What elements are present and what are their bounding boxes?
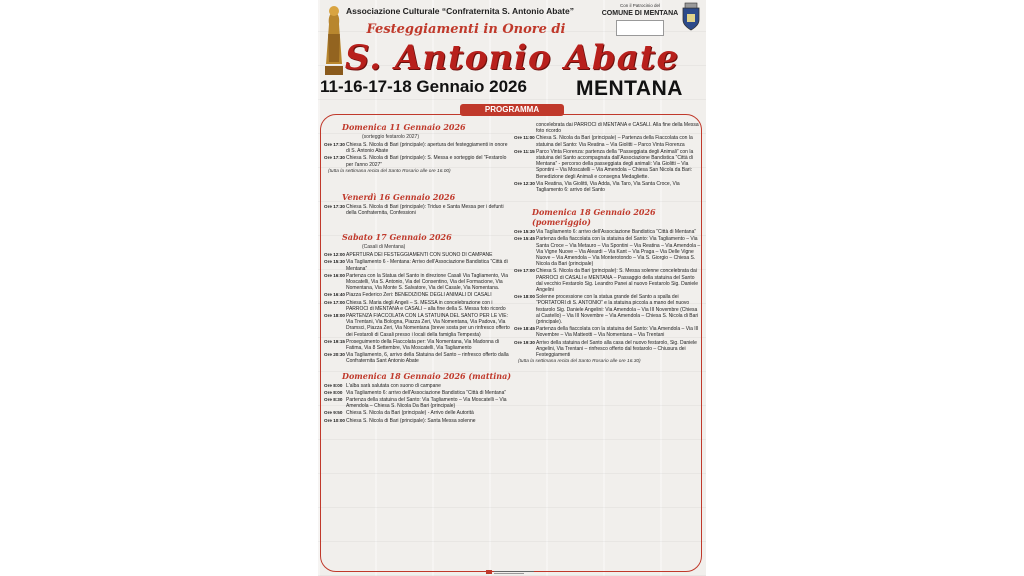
day-subheading: (Casali di Mentana) (362, 244, 406, 251)
program-event (324, 204, 512, 216)
event-description: Partenza della fiaccolata con la statuina del Santo: Via Amendola – Via III Novembre – Via Matteotti – Via Nomentana – Via Trentani (536, 326, 699, 339)
program-event (324, 418, 512, 424)
event-time: Ore 11:00 (514, 135, 535, 141)
program-event (324, 390, 512, 396)
event-description: Chiesa S. Nicola di Bari (principale): Triduo e Santa Messa per i defunti della Confraternita, Confessioni (346, 203, 504, 217)
comune-logo (616, 20, 664, 36)
program-note: (tutta la settimana recita del Santo Rosario alle ore 16.30) (518, 359, 641, 365)
program-day-block (324, 122, 512, 174)
event-description: Solenne processione con la statua grande del Santo a spalla dei “PORTATORI di S. ANTONIO” e la statuina piccola a mano del nuovo festarolo Sig. Daniele Angelini: Via Amendola – Via III Novembre (Chiesa al Castello) – Via III Novembre – Via Amendola – Chiesa S. Nicola di Bari (principale). (536, 294, 699, 326)
event-time: Ore 16:40 (324, 292, 345, 298)
event-description: Via Tagliamento 6: arrivo dell'Associazione Bandistica “Città di Mentana” (536, 229, 697, 236)
event-time: Ore 18:00 (324, 313, 345, 319)
program-day-block (324, 232, 512, 364)
city-name: MENTANA (576, 77, 683, 100)
event-time: Ore 11:15 (514, 148, 535, 154)
event-description: Via Tagliamento 6: arrivo dell'Associazione Bandistica “Città di Mentana” (346, 389, 507, 396)
event-description: Partenza con la Statua del Santo in direzione Casali Via Tagliamento, Via Moscatelli, Via S. Antonio, Via del Consentino, Via del Formacione, Via Nomentana, Via Monte S. Salvatore, Via del Casale, Via Nomentana. (346, 272, 509, 292)
event-time: Ore 17:00 (514, 268, 535, 274)
event-time: Ore 12:00 (324, 252, 345, 258)
day-subheading: (sorteggio festarolo 2027) (362, 134, 419, 140)
program-event (324, 339, 512, 351)
event-description: Piazza Federico Zeri: BENEDIZIONE DEGLI ANIMALI DI CASALI (346, 292, 492, 299)
event-time: Ore 17:30 (324, 155, 345, 161)
event-time: Ore 16:00 (324, 272, 345, 278)
patronage-block (596, 3, 684, 36)
event-time: Ore 15:30 (514, 229, 535, 235)
program-event (324, 352, 512, 364)
day-heading: Domenica 18 Gennaio 2026 (pomeriggio) (532, 207, 656, 228)
event-description: Via Tagliamento, 6, arrivo della Statuina del Santo – rinfresco offerto dalla Confraternita Sant Antonio Abate (346, 352, 509, 365)
day-heading: Domenica 18 Gennaio 2026 (mattina) (342, 370, 512, 381)
comune-name: COMUNE DI MENTANA (601, 10, 679, 17)
program-event (514, 135, 702, 147)
event-description: Chiesa S. Nicola da Bari (principale) - Arrivo delle Autorità (346, 410, 474, 417)
event-description: Via Reatina, Via Giolitti, Via Adda, Via Taro, Via Santa Croce, Via Tagliamento 6: arrivo del Santo (536, 180, 680, 194)
program-day-block (514, 207, 702, 364)
event-time: Ore 12:30 (514, 180, 535, 186)
event-description: concelebrata dai PARROCI di MENTANA e CASALI. Alla fine della Messa foto ricordo (536, 122, 699, 135)
footer-logo (486, 569, 536, 575)
event-time: Ore 9:50 (324, 410, 343, 416)
event-description: APERTURA DEI FESTEGGIAMENTI CON SUONO DI CAMPANE (346, 252, 493, 259)
event-time: Ore 8:30 (324, 397, 343, 403)
event-description: Partenza della statuina del Santo: Via Tagliamento – Via Moscatelli – Via Amendola – Chiesa S. Nicola Da Bari (principale) (346, 397, 507, 410)
poster-subtitle: Festeggiamenti in Onore di (366, 22, 566, 37)
event-description: Via Tagliamento 6 - Mentana: Arrivo dell'Associazione Bandistica “Città di Mentana” (346, 259, 508, 272)
day-heading: Venerdì 16 Gennaio 2026 (342, 191, 456, 202)
event-time: Ore 17:00 (324, 299, 345, 305)
program-event (324, 252, 512, 258)
event-time: Ore 19:30 (514, 339, 535, 345)
event-dates: 11-16-17-18 Gennaio 2026 (320, 77, 527, 96)
event-time: Ore 8:00 (324, 389, 343, 395)
event-description: Arrivo della statuina del Santo alla casa del nuovo festarolo, Sig. Daniele Angelini, Via Trentani – rinfresco offerto dal festarolo – Chiusura dei Festeggiamenti (536, 339, 697, 359)
poster-title: S. Antonio Abate (344, 38, 680, 78)
program-event (324, 383, 512, 389)
event-time: Ore 15:30 (324, 259, 345, 265)
program-event (514, 340, 702, 359)
event-time: Ore 17:30 (324, 203, 345, 209)
event-time: Ore 17:30 (324, 142, 345, 147)
program-event (324, 142, 512, 154)
day-heading: Domenica 11 Gennaio 2026 (342, 122, 466, 132)
event-description: Chiesa S. Nicola di Bari (principale): apertura dei festeggiamenti in onore di S. Antonio Abate (346, 142, 508, 155)
event-poster (318, 0, 706, 576)
event-description: Chiesa S. Nicola da Bari (principale) – Partenza della Fiaccolata con la statuina del Santo: Via Reatina – Via Giolitti – Parco Vinta Fiorenza (536, 135, 693, 148)
event-time: Ore 8:00 (324, 382, 343, 388)
event-description: Chiesa S. Nicola da Bari (principale): S. Messa solenne concelebrata dai PARROCI di CASALI e MENTANA – Passaggio della statuina del Santo dal vecchio Festarolo Sig. Leandro Panei al nuovo Festarolo Sig. Daniele Angelini (536, 268, 699, 294)
program-day-block (324, 192, 512, 216)
program-note: (tutta la settimana recita del Santo Rosario alle ore 16.00) (328, 168, 451, 174)
program-event (324, 155, 512, 167)
event-description: PARTENZA FIACCOLATA CON LA STATUINA DEL SANTO PER LE VIE: Via Trentani, Via Bologna, Piazza Zeri, Via Nomentana, Via Padova, Via Dramsci, Piazza Zeri, Via Nomentana (breve sosta per un rinfresco offerto dei Festaroli di Casali presso i locali della famiglia Tempesta) (346, 313, 510, 338)
event-description: Parco Vinta Fiorenza: partenza della “Passeggiata degli Animali” con la statuina del Santo accompagnata dall'Associazione Bandistica “Città di Mentana” - percorso della passeggiata degli animali: Via Giolitti – Via Spontini – Via Moscatelli – Via Amendola – Chiesa San Nicola da Bari: Benedizione degli Animali e consegna Medagliette. (536, 148, 694, 180)
program-event (514, 122, 702, 134)
program-event (324, 292, 512, 298)
program-right-column (514, 120, 702, 366)
program-event (514, 326, 702, 338)
association-name: Associazione Culturale “Confraternita S. Antonio Abate” (346, 6, 574, 16)
event-description: Chiesa S. Nicola di Bari (principale): S. Messa e sorteggio del “Festarolo per l'anno 2027” (346, 155, 507, 168)
program-event (324, 259, 512, 271)
event-time (514, 122, 536, 134)
program-event (514, 229, 702, 235)
event-time: Ore 18:45 (514, 326, 535, 332)
program-event (324, 300, 512, 312)
program-banner: PROGRAMMA (460, 104, 564, 116)
event-time: Ore 18:00 (514, 294, 535, 300)
program-event (514, 149, 702, 180)
program-event (324, 397, 512, 409)
program-day-block (324, 371, 512, 424)
event-description: Partenza della fiaccolata con la statuina del Santo: Via Tagliamento – Via Santa Croce – Via Metauro – Via Spontini – Via Reatina – Via Amendola – Via Vigne Nuove – Via Aleardi – Via Kant – Via Praga – Via Delle Vigne Nuove – Via Amendola – Via Monterotondo – Via S. Giorgio – Chiesa S. Nicola da Bari (principale) (536, 236, 701, 268)
program-event (324, 273, 512, 292)
program-event (514, 268, 702, 293)
program-event (324, 313, 512, 338)
event-description: L'alba sarà salutata con suono di campane (346, 382, 441, 389)
event-description: Proseguimento della Fiaccolata per: Via Nomentana, Via Madonna di Fatima, Via 8 Settembre, Via Moscatelli, Via Tagliamento (346, 338, 499, 352)
patronage-label: Con il Patrocinio del (619, 3, 661, 8)
day-heading: Sabato 17 Gennaio 2026 (342, 232, 452, 243)
event-time: Ore 10:00 (324, 417, 345, 423)
program-day-block (514, 122, 702, 193)
event-description: Chiesa S. Maria degli Angeli – S. MESSA in concelebrazione con i PARROCI di MENTANA e CASALI – alla fine della S. Messa foto ricordo (346, 299, 506, 312)
program-event (324, 410, 512, 416)
event-description: Chiesa S. Nicola di Bari (principale): Santa Messa solenne (346, 417, 476, 424)
event-time: Ore 15:45 (514, 236, 535, 242)
program-event (514, 236, 702, 267)
program-event (514, 181, 702, 193)
program-event (514, 294, 702, 325)
municipal-crest-icon (680, 2, 702, 32)
event-time: Ore 20:30 (324, 352, 345, 358)
program-left-column (324, 120, 512, 425)
event-time: Ore 19:15 (324, 338, 345, 344)
